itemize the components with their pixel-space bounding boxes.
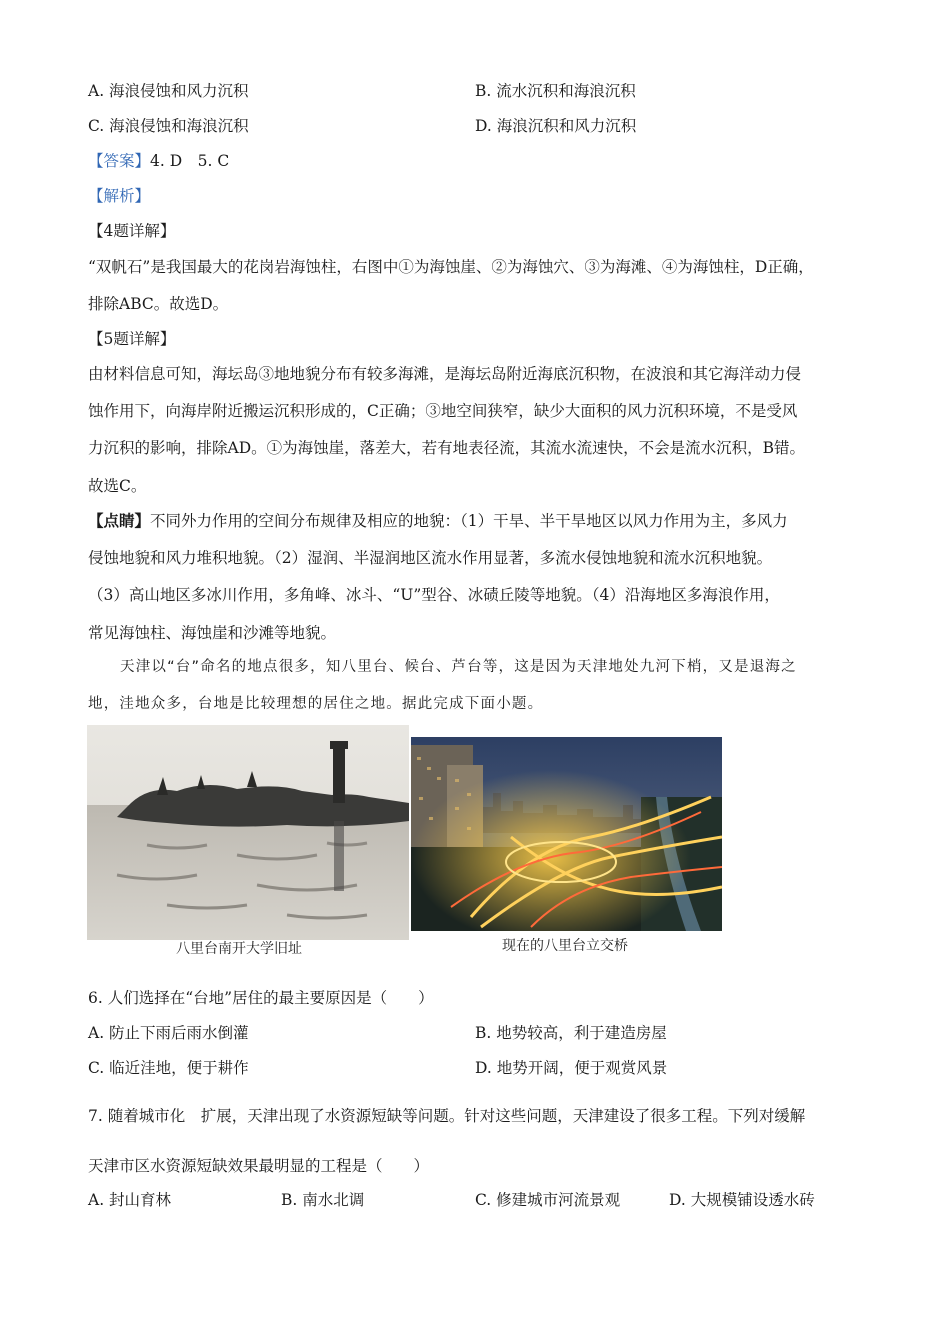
q7-option-d: D. 大规模铺设透水砖 [669,1191,815,1209]
option-c: C. 海浪侵蚀和海浪沉积 [88,117,249,135]
q6-option-a: A. 防止下雨后雨水倒灌 [88,1024,249,1042]
q5-line-1: 由材料信息可知，海坛岛③地地貌分布有较多海滩，是海坛岛附近海底沉积物，在波浪和其它海洋动力侵 [88,365,802,383]
q4-line-1: “双帆石”是我国最大的花岗岩海蚀柱，右图中①为海蚀崖、②为海蚀穴、③为海滩、④为海蚀柱，D正确， [88,258,814,276]
answer-line [88,152,229,171]
passage-line-1: 天津以“台”命名的地点很多，知八里台、候台、芦台等，这是因为天津地处九河下梢，又是退海之 [120,659,797,675]
q6-option-d: D. 地势开阔，便于观赏风景 [475,1059,668,1077]
q4-heading: 【4题详解】 [88,222,176,240]
analysis-label: 【解析】 [88,187,151,205]
answer-text: 4. D 5. C [150,152,230,170]
tip-label: 【点睛】 [88,511,151,530]
q6-stem: 6. 人们选择在“台地”居住的最主要原因是（ ） [88,989,434,1007]
tip-line-4: 常见海蚀柱、海蚀崖和沙滩等地貌。 [88,624,337,642]
q5-line-4: 故选C。 [88,477,147,495]
q6-option-b: B. 地势较高，利于建造房屋 [475,1024,667,1042]
q7-stem-line-2: 天津市区水资源短缺效果最明显的工程是（ ） [88,1157,430,1175]
tip-line-1 [88,512,788,531]
q7-stem-line-1: 7. 随着城市化 扩展，天津出现了水资源短缺等问题。针对这些问题，天津建设了很多工程。下列对缓解 [88,1107,806,1125]
passage-line-2: 地，洼地众多，台地是比较理想的居住之地。据此完成下面小题。 [88,696,544,712]
left-photo-caption: 八里台南开大学旧址 [176,941,302,957]
answer-label: 【答案】 [88,152,151,170]
right-photo-caption: 现在的八里台立交桥 [502,938,628,954]
q7-option-a: A. 封山育林 [88,1191,172,1209]
q5-line-2: 蚀作用下，向海岸附近搬运沉积形成的，C正确；③地空间狭窄，缺少大面积的风力沉积环境，不是受风 [88,402,798,420]
option-a: A. 海浪侵蚀和风力沉积 [88,82,249,100]
interchange-photo [411,737,722,931]
tip-line-2: 侵蚀地貌和风力堆积地貌。（2）湿润、半湿润地区流水作用显著，多流水侵蚀地貌和流水沉积地貌。 [88,549,773,567]
q7-option-b: B. 南水北调 [281,1191,365,1209]
q4-line-2: 排除ABC。故选D。 [88,295,229,313]
q5-heading: 【5题详解】 [88,330,176,348]
option-d: D. 海浪沉积和风力沉积 [475,117,637,135]
q6-option-c: C. 临近洼地，便于耕作 [88,1059,249,1077]
tip-text-1: 不同外力作用的空间分布规律及相应的地貌：（1）干旱、半干旱地区以风力作用为主，多风力 [150,512,788,530]
q5-line-3: 力沉积的影响，排除AD。①为海蚀崖，落差大，若有地表径流，其流水流速快，不会是流水沉积，B错。 [88,439,806,457]
option-b: B. 流水沉积和海浪沉积 [475,82,636,100]
old-site-photo [87,725,409,940]
tip-line-3: （3）高山地区多冰川作用，多角峰、冰斗、“U”型谷、冰碛丘陵等地貌。（4）沿海地区多海浪作用， [88,586,780,604]
q7-option-c: C. 修建城市河流景观 [475,1191,621,1209]
